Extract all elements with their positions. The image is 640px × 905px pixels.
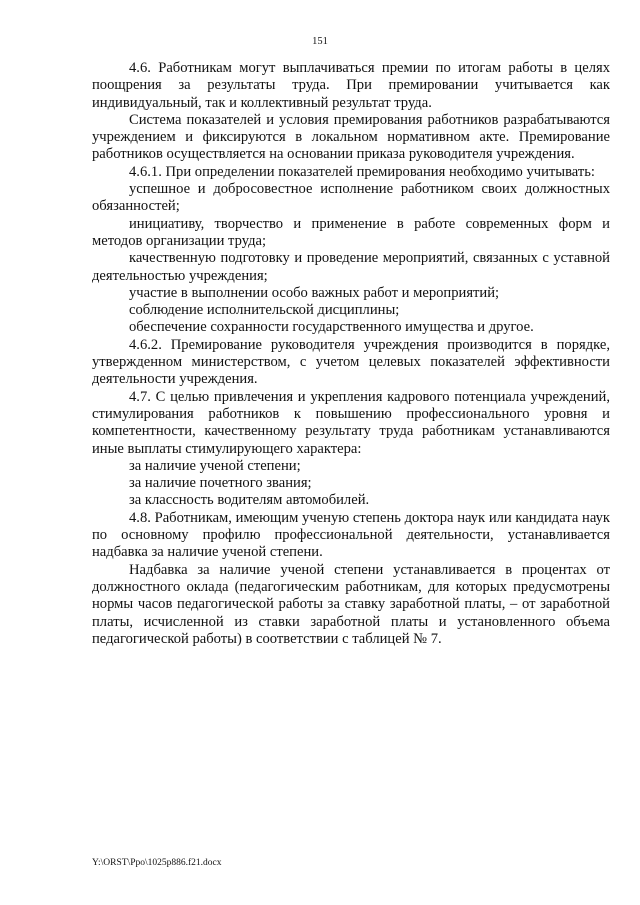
list-item: за наличие ученой степени;: [129, 457, 301, 474]
page-number: 151: [312, 36, 328, 47]
list-item: инициативу, творчество и применение в работе современных форм и методов организации труда;: [92, 215, 610, 249]
paragraph-4-6-1: 4.6.1. При определении показателей премирования необходимо учитывать:: [129, 163, 595, 180]
list-item: за наличие почетного звания;: [129, 475, 312, 492]
list-item: участие в выполнении особо важных работ и мероприятий;: [129, 284, 500, 301]
paragraph-4-8: 4.8. Работникам, имеющим ученую степень доктора наук или кандидата наук по основному профилю профессиональной деятельности, устанавливается надбавка за наличие ученой степени.: [92, 509, 610, 561]
paragraph-4-6-2: 4.6.2. Премирование руководителя учреждения производится в порядке, утвержденном министерством, с учетом целевых показателей эффективности деятельности учреждения.: [92, 336, 610, 388]
paragraph-degree-allowance: Надбавка за наличие ученой степени устанавливается в процентах от должностного оклада (педагогическим работникам, для которых предусмотрены нормы часов педагогической работы за ставку заработной платы, – от заработной платы, исчисленной из ставки заработной платы и установленного объема педагогической работы) в соответствии с таблицей № 7.: [92, 561, 610, 647]
list-item: за классность водителям автомобилей.: [129, 492, 370, 509]
paragraph-4-6: 4.6. Работникам могут выплачиваться премии по итогам работы в целях поощрения за результаты труда. При премировании учитывается как индивидуальный, так и коллективный результат труда.: [92, 60, 610, 111]
list-item: успешное и добросовестное исполнение работником своих должностных обязанностей;: [92, 181, 610, 215]
list-item: соблюдение исполнительской дисциплины;: [129, 302, 400, 319]
list-item: обеспечение сохранности государственного имущества и другое.: [129, 319, 534, 336]
list-item: качественную подготовку и проведение мероприятий, связанных с уставной деятельностью учреждения;: [92, 250, 610, 284]
document-body: [92, 60, 610, 648]
paragraph-4-7: 4.7. С целью привлечения и укрепления кадрового потенциала учреждений, стимулирования работников к повышению профессионального уровня и компетентности, качественному результату труда работникам устанавливаются иные выплаты стимулирующего характера:: [92, 388, 610, 457]
footer-file-path: Y:\ORST\Ppo\1025p886.f21.docx: [92, 858, 222, 868]
paragraph-bonus-system: Система показателей и условия премирования работников разрабатываются учреждением и фиксируются в локальном нормативном акте. Премирование работников осуществляется на основании приказа руководителя учреждения.: [92, 111, 610, 163]
